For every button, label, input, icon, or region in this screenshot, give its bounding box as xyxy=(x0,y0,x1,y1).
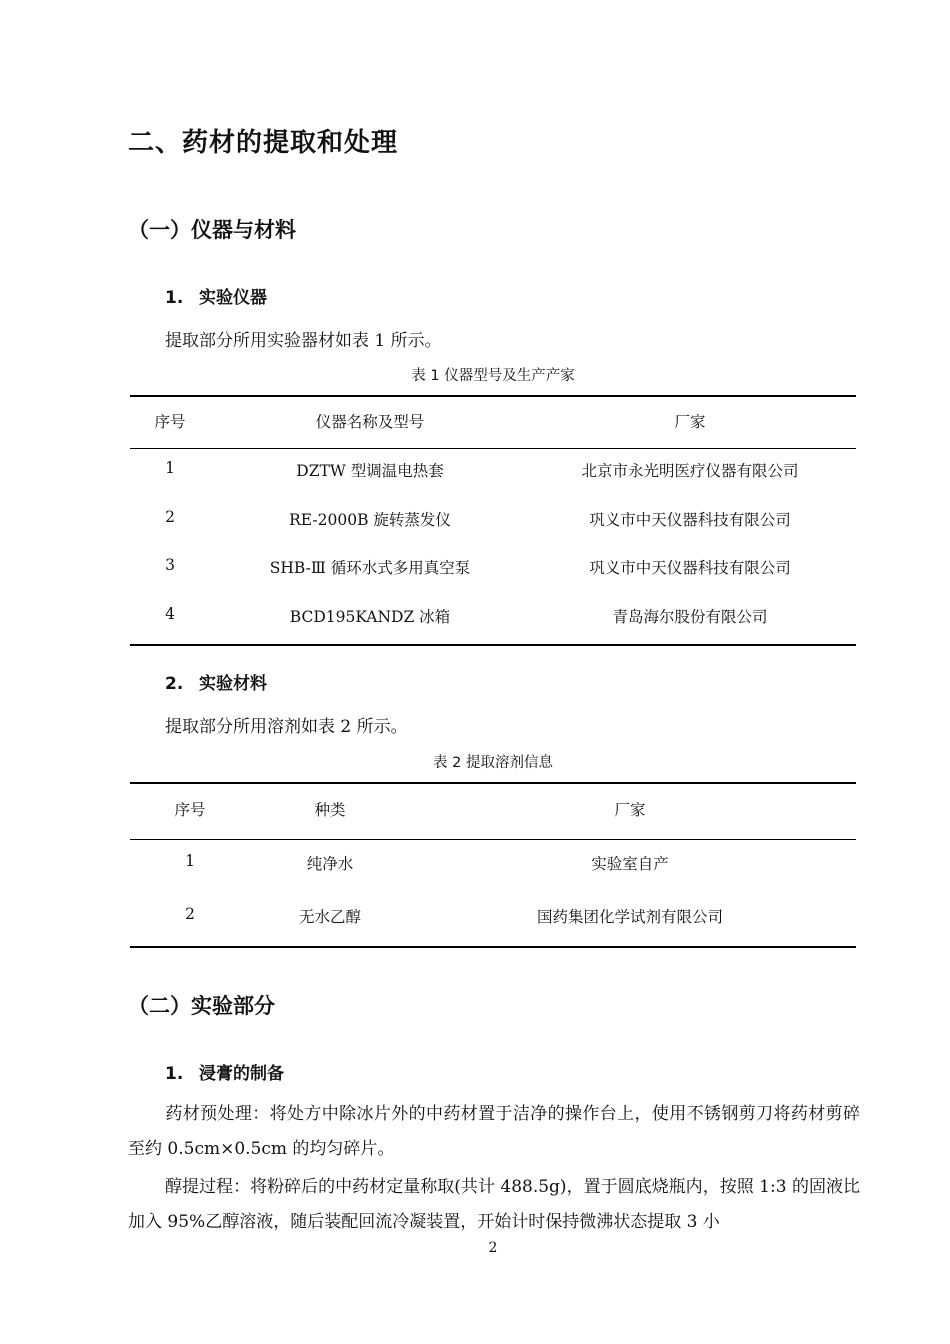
paragraph-table2-intro: 提取部分所用溶剂如表 2 所示。 xyxy=(165,717,408,737)
heading-number: 2. xyxy=(165,674,184,694)
table-cell: 纯净水 xyxy=(306,855,354,873)
table-header-cell: 厂家 xyxy=(614,801,646,819)
paragraph-text: 药材预处理：将处方中除冰片外的中药材置于洁净的操作台上，使用不锈钢剪刀将药材剪碎至约 0.5cm×0.5cm 的均匀碎片。 xyxy=(128,1104,860,1159)
table-cell: 1 xyxy=(185,852,195,870)
table-cell: RE-2000B 旋转蒸发仪 xyxy=(289,511,451,529)
heading-number: 1. xyxy=(165,1064,184,1084)
table-header-cell: 仪器名称及型号 xyxy=(315,413,425,431)
table-cell: 北京市永光明医疗仪器有限公司 xyxy=(581,462,799,480)
table-cell: 2 xyxy=(185,905,195,923)
paragraph-alcohol-extraction xyxy=(128,1170,860,1240)
table-bottom-rule xyxy=(130,946,856,948)
subsection-title-experiment: （二）实验部分 xyxy=(128,994,275,1018)
paragraph-text: 醇提过程：将粉碎后的中药材定量称取(共计 488.5g)，置于圆底烧瓶内，按照 1:3 的固液比加入 95%乙醇溶液，随后装配回流冷凝装置，开始计时保持微沸状态提取 3 小 xyxy=(128,1177,860,1232)
heading-label: 实验材料 xyxy=(199,674,267,694)
table-top-rule xyxy=(130,782,856,784)
heading-instruments xyxy=(165,283,267,308)
heading-label: 实验仪器 xyxy=(199,288,267,308)
table-header-cell: 种类 xyxy=(314,801,346,819)
table-cell: 巩义市中天仪器科技有限公司 xyxy=(589,559,791,577)
table-top-rule xyxy=(130,395,856,397)
table-cell: 青岛海尔股份有限公司 xyxy=(612,608,768,626)
table-header-cell: 序号 xyxy=(154,413,186,431)
table-header-cell: 序号 xyxy=(174,801,206,819)
table-cell: 1 xyxy=(165,459,175,477)
table-cell: DZTW 型调温电热套 xyxy=(296,462,444,480)
paragraph-table1-intro: 提取部分所用实验器材如表 1 所示。 xyxy=(165,331,442,351)
heading-extract-preparation xyxy=(165,1059,284,1084)
table-cell: 国药集团化学试剂有限公司 xyxy=(536,908,723,926)
table1 xyxy=(130,395,856,648)
table1-caption: 表 1 仪器型号及生产产家 xyxy=(411,368,575,384)
page-number: 2 xyxy=(488,1240,498,1256)
heading-number: 1. xyxy=(165,288,184,308)
table-header-cell: 厂家 xyxy=(674,413,706,431)
table-cell: 实验室自产 xyxy=(591,855,669,873)
table-cell: 无水乙醇 xyxy=(298,908,361,926)
heading-label: 浸膏的制备 xyxy=(199,1064,284,1084)
table-header-rule xyxy=(130,839,856,840)
table-cell: 巩义市中天仪器科技有限公司 xyxy=(589,511,791,529)
table-cell: BCD195KANDZ 冰箱 xyxy=(289,608,451,626)
table-cell: 3 xyxy=(165,556,175,574)
table-cell: 4 xyxy=(165,605,175,623)
table-header-rule xyxy=(130,448,856,449)
subsection-title-instruments-materials: （一）仪器与材料 xyxy=(128,218,296,242)
table-cell: 2 xyxy=(165,508,175,526)
paragraph-pretreatment xyxy=(128,1097,860,1167)
table2-caption: 表 2 提取溶剂信息 xyxy=(433,755,553,771)
heading-materials xyxy=(165,669,267,694)
table-bottom-rule xyxy=(130,644,856,646)
table2 xyxy=(130,782,856,950)
section-title: 二、药材的提取和处理 xyxy=(128,128,399,158)
table-cell: SHB-Ⅲ 循环水式多用真空泵 xyxy=(269,559,471,577)
